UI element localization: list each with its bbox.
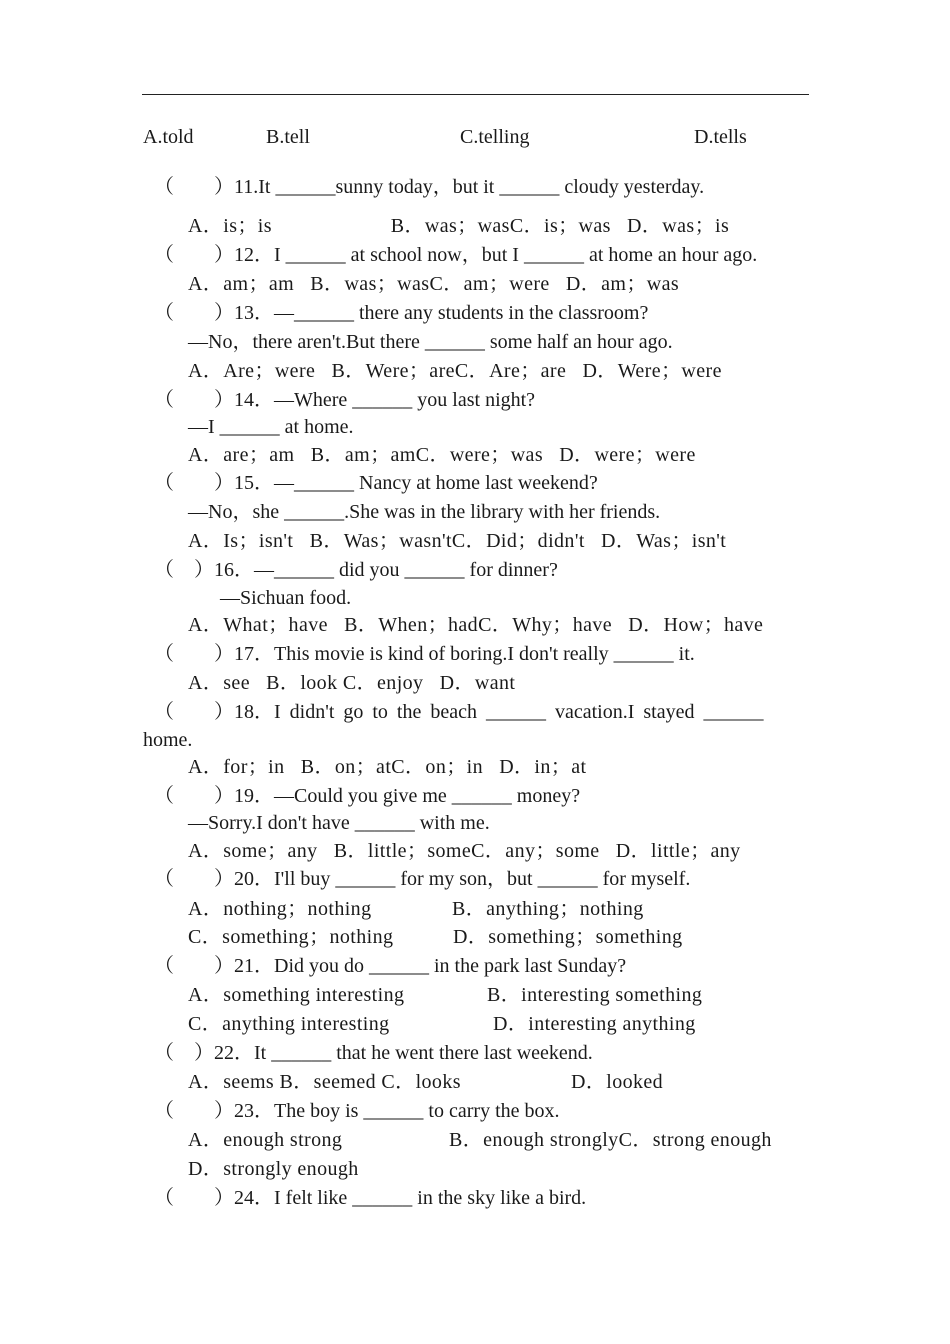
option-c: C.telling <box>460 126 530 148</box>
answer-19: —Sorry.I don't have ______ with me. <box>188 812 490 834</box>
option-20-c: C．something；nothing <box>188 926 394 948</box>
answer-14: —I ______ at home. <box>188 416 354 438</box>
header-rule <box>142 94 809 95</box>
option-23-bc: B．enough stronglyC．strong enough <box>449 1129 772 1151</box>
question-18: （ ）18．I didn't go to the beach ______ vacation.I stayed ______ <box>154 701 764 723</box>
option-23-d: D．strongly enough <box>188 1158 359 1180</box>
option-d: D.tells <box>694 126 747 148</box>
options-18: A．for；in B．on；atC．on；in D．in；at <box>188 756 587 778</box>
options-16: A．What；have B．When；hadC．Why；have D．How；have <box>188 614 764 636</box>
options-19: A．some；any B．little；someC．any；some D．little；any <box>188 840 741 862</box>
option-20-b: B．anything；nothing <box>452 898 644 920</box>
option-20-d: D．something；something <box>453 926 683 948</box>
question-20: （ ）20．I'll buy ______ for my son，but ______ for myself. <box>154 868 691 890</box>
option-21-c: C．anything interesting <box>188 1013 390 1035</box>
question-13: （ ）13．—______ there any students in the classroom? <box>154 302 649 324</box>
options-11: A．is；is B．was；wasC．is；was D．was；is <box>188 215 730 237</box>
question-17: （ ）17．This movie is kind of boring.I don't really ______ it. <box>154 643 695 665</box>
option-20-a: A．nothing；nothing <box>188 898 372 920</box>
option-21-d: D．interesting anything <box>493 1013 696 1035</box>
question-16: （ ）16．—______ did you ______ for dinner? <box>154 559 558 581</box>
options-14: A．are；am B．am；amC．were；was D．were；were <box>188 444 696 466</box>
answer-13: —No，there aren't.But there ______ some half an hour ago. <box>188 331 673 353</box>
options-12: A．am；am B．was；wasC．am；were D．am；was <box>188 273 680 295</box>
option-21-a: A．something interesting <box>188 984 405 1006</box>
question-21: （ ）21．Did you do ______ in the park last Sunday? <box>154 955 627 977</box>
question-24: （ ）24．I felt like ______ in the sky like a bird. <box>154 1187 587 1209</box>
question-14: （ ）14．—Where ______ you last night? <box>154 389 536 411</box>
options-22-abc: A．seems B．seemed C．looks <box>188 1071 461 1093</box>
answer-15: —No，she ______.She was in the library with her friends. <box>188 501 661 523</box>
question-15: （ ）15．—______ Nancy at home last weekend? <box>154 472 598 494</box>
question-11: （ ）11.It ______sunny today，but it ______ cloudy yesterday. <box>154 176 705 198</box>
option-b: B.tell <box>266 126 310 148</box>
question-18-cont: home. <box>143 729 193 751</box>
options-17: A．see B．look C．enjoy D．want <box>188 672 516 694</box>
question-12: （ ）12．I ______ at school now，but I ______ at home an hour ago. <box>154 244 758 266</box>
option-21-b: B．interesting something <box>487 984 703 1006</box>
option-23-a: A．enough strong <box>188 1129 343 1151</box>
question-23: （ ）23．The boy is ______ to carry the box. <box>154 1100 560 1122</box>
options-13: A．Are；were B．Were；areC．Are；are D．Were；were <box>188 360 722 382</box>
question-19: （ ）19．—Could you give me ______ money? <box>154 785 581 807</box>
answer-16: —Sichuan food. <box>220 587 352 609</box>
option-22-d: D．looked <box>571 1071 664 1093</box>
option-a: A.told <box>143 126 194 148</box>
question-22: （ ）22．It ______ that he went there last weekend. <box>154 1042 593 1064</box>
options-15: A．Is；isn't B．Was；wasn'tC．Did；didn't D．Was；isn't <box>188 530 727 552</box>
